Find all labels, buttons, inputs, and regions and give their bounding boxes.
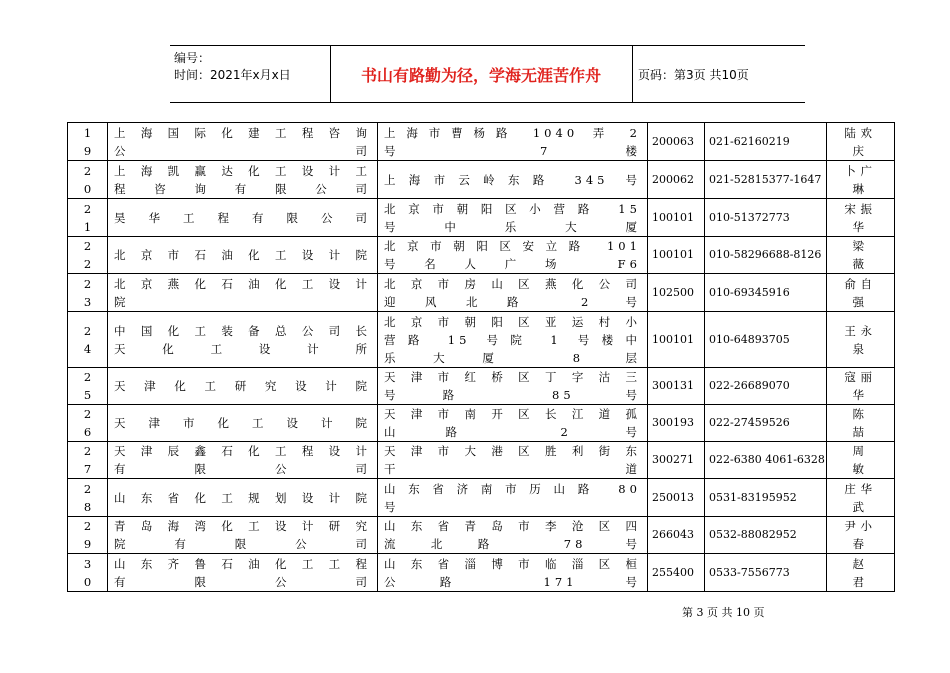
phone-number: 010-51372773 bbox=[705, 199, 827, 237]
row-index bbox=[68, 517, 108, 554]
row-index-line: 4 bbox=[83, 341, 92, 356]
contact-person-line: 俞自 bbox=[844, 276, 877, 291]
company-name-line: 天津辰鑫石化工程设计 bbox=[114, 444, 371, 458]
phone-number: 010-58296688-8126 bbox=[705, 237, 827, 274]
contact-person-line: 春 bbox=[852, 537, 869, 551]
company-address-line: 山东省淄博市临淄区桓 bbox=[384, 556, 641, 571]
page-header bbox=[170, 45, 805, 103]
company-name bbox=[108, 274, 378, 312]
contact-person bbox=[827, 479, 895, 517]
company-address bbox=[378, 123, 648, 161]
contact-person-line: 宋振 bbox=[844, 201, 877, 216]
postal-code: 100101 bbox=[648, 237, 705, 274]
header-divider-right bbox=[632, 46, 633, 102]
row-index-line: 2 bbox=[83, 163, 92, 178]
postal-code: 300131 bbox=[648, 368, 705, 405]
company-name-line: 公司 bbox=[114, 143, 371, 158]
company-name bbox=[108, 442, 378, 479]
phone-number: 021-62160219 bbox=[705, 123, 827, 161]
phone-number: 0532-88082952 bbox=[705, 517, 827, 554]
company-name-line: 天津市化工设计院 bbox=[114, 416, 371, 430]
row-index bbox=[68, 274, 108, 312]
contact-person bbox=[827, 161, 895, 199]
contact-person-line: 敏 bbox=[852, 462, 869, 476]
document-number-label: 编号： bbox=[174, 51, 211, 65]
row-index-line: 2 bbox=[83, 519, 92, 533]
phone-number: 022-27459526 bbox=[705, 405, 827, 442]
phone-number: 022-6380 4061-6328 bbox=[705, 442, 827, 479]
contact-person bbox=[827, 312, 895, 368]
row-index-line: 0 bbox=[83, 574, 92, 589]
company-address bbox=[378, 442, 648, 479]
row-index-line: 2 bbox=[83, 444, 92, 458]
company-name bbox=[108, 368, 378, 405]
row-index-line: 0 bbox=[83, 181, 92, 196]
company-address-line: 北京市房山区燕化公司 bbox=[384, 276, 641, 291]
header-slogan: 书山有路勤为径，学海无涯苦作舟 bbox=[360, 65, 601, 85]
company-address bbox=[378, 368, 648, 405]
company-name-line: 山东省化工规划设计院 bbox=[114, 490, 371, 505]
company-name-line: 程咨询有限公司 bbox=[114, 181, 371, 196]
postal-code: 300193 bbox=[648, 405, 705, 442]
company-address-line: 山东省青岛市李沧区四 bbox=[384, 519, 641, 533]
contact-person-line: 武 bbox=[852, 499, 869, 514]
row-index-line: 2 bbox=[83, 370, 92, 384]
company-name-line: 上海凯赢达化工设计工 bbox=[114, 163, 371, 178]
contact-person-line: 周 bbox=[852, 444, 869, 458]
table-row bbox=[68, 405, 895, 442]
row-index bbox=[68, 161, 108, 199]
contact-person-line: 华 bbox=[852, 388, 869, 402]
contact-person bbox=[827, 554, 895, 592]
row-index-line: 3 bbox=[83, 294, 92, 309]
contact-person-line: 喆 bbox=[852, 425, 869, 439]
row-index bbox=[68, 123, 108, 161]
company-address bbox=[378, 479, 648, 517]
company-address-line: 号名人广场 F6 bbox=[384, 257, 641, 271]
row-index-line: 2 bbox=[83, 257, 92, 271]
company-name bbox=[108, 161, 378, 199]
company-address-line: 北京市朝阳区亚运村小 bbox=[384, 314, 641, 329]
company-address bbox=[378, 237, 648, 274]
row-index bbox=[68, 237, 108, 274]
phone-number: 010-69345916 bbox=[705, 274, 827, 312]
company-address-line: 号 bbox=[384, 499, 400, 514]
postal-code: 250013 bbox=[648, 479, 705, 517]
contact-person-line: 寇丽 bbox=[844, 370, 877, 384]
contact-person-line: 君 bbox=[852, 574, 869, 589]
row-index-line: 2 bbox=[83, 201, 92, 216]
contact-person-line: 泉 bbox=[852, 341, 869, 356]
company-name-line: 天津化工研究设计院 bbox=[114, 379, 371, 393]
company-address bbox=[378, 517, 648, 554]
company-address-line: 天津市大港区胜利街东 bbox=[384, 444, 641, 458]
contact-person-line: 华 bbox=[852, 219, 869, 234]
postal-code: 100101 bbox=[648, 312, 705, 368]
company-name-line: 院 bbox=[114, 294, 130, 309]
table-row bbox=[68, 123, 895, 161]
company-name-line: 中国化工装备总公司长 bbox=[114, 323, 371, 338]
company-name bbox=[108, 517, 378, 554]
contact-person bbox=[827, 517, 895, 554]
contact-person-line: 庄华 bbox=[844, 481, 877, 496]
row-index bbox=[68, 405, 108, 442]
contact-person-line: 赵 bbox=[852, 556, 869, 571]
company-address-line: 北京市朝阳区小营路 15 bbox=[384, 201, 641, 216]
company-address bbox=[378, 274, 648, 312]
row-index bbox=[68, 368, 108, 405]
phone-number: 022-26689070 bbox=[705, 368, 827, 405]
company-address-line: 山东省济南市历山路 80 bbox=[384, 481, 641, 496]
company-address bbox=[378, 161, 648, 199]
company-address-line: 公路 171 号 bbox=[384, 574, 641, 589]
row-index-line: 1 bbox=[83, 219, 92, 234]
company-address bbox=[378, 312, 648, 368]
row-index-line: 2 bbox=[83, 323, 92, 338]
row-index-line: 2 bbox=[83, 239, 92, 253]
company-name bbox=[108, 123, 378, 161]
table-row bbox=[68, 554, 895, 592]
postal-code: 102500 bbox=[648, 274, 705, 312]
header-page-label: 页码：第3页 共10页 bbox=[638, 68, 749, 82]
company-address-line: 迎风北路 2 号 bbox=[384, 294, 641, 309]
row-index-line: 3 bbox=[83, 556, 92, 571]
contact-person bbox=[827, 368, 895, 405]
company-address-line: 山路 2 号 bbox=[384, 425, 641, 439]
company-name-line: 上海国际化建工程咨询 bbox=[114, 125, 371, 140]
company-name bbox=[108, 312, 378, 368]
contact-person-line: 尹小 bbox=[844, 519, 877, 533]
row-index-line: 8 bbox=[83, 499, 92, 514]
company-address-line: 号中乐大厦 bbox=[384, 219, 641, 234]
phone-number: 0533-7556773 bbox=[705, 554, 827, 592]
row-index-line: 5 bbox=[83, 388, 92, 402]
row-index bbox=[68, 479, 108, 517]
table-row bbox=[68, 312, 895, 368]
phone-number: 010-64893705 bbox=[705, 312, 827, 368]
company-address bbox=[378, 554, 648, 592]
row-index bbox=[68, 442, 108, 479]
postal-code: 100101 bbox=[648, 199, 705, 237]
phone-number: 021-52815377-1647 bbox=[705, 161, 827, 199]
postal-code: 200063 bbox=[648, 123, 705, 161]
company-address-line: 北京市朝阳区安立路 101 bbox=[384, 239, 641, 253]
contact-person bbox=[827, 199, 895, 237]
document-time-label: 时间：2021年x月x日 bbox=[174, 68, 291, 82]
contact-person-line: 陆欢 bbox=[844, 125, 877, 140]
company-address-line: 上海市曹杨路 1040 弄 2 bbox=[384, 125, 641, 140]
contact-person bbox=[827, 274, 895, 312]
contact-person-line: 强 bbox=[852, 294, 869, 309]
company-name-line: 有限公司 bbox=[114, 574, 371, 589]
contact-person-line: 庆 bbox=[852, 143, 869, 158]
table-body bbox=[68, 123, 895, 592]
table-row bbox=[68, 517, 895, 554]
page-footer: 第 3 页 共 10 页 bbox=[682, 606, 765, 619]
company-address-line: 干道 bbox=[384, 462, 641, 476]
table-row bbox=[68, 368, 895, 405]
table-row bbox=[68, 479, 895, 517]
company-address bbox=[378, 199, 648, 237]
company-name-line: 有限公司 bbox=[114, 462, 371, 476]
table-row bbox=[68, 274, 895, 312]
company-directory-table bbox=[67, 122, 895, 592]
company-name bbox=[108, 199, 378, 237]
contact-person-line: 薇 bbox=[852, 257, 869, 271]
row-index bbox=[68, 312, 108, 368]
company-address-line: 营路 15 号院 1 号楼中 bbox=[384, 332, 641, 347]
contact-person-line: 卜广 bbox=[844, 163, 877, 178]
row-index-line: 7 bbox=[83, 462, 92, 476]
row-index bbox=[68, 199, 108, 237]
table-row bbox=[68, 237, 895, 274]
row-index-line: 2 bbox=[83, 481, 92, 496]
company-name-line: 青岛海湾化工设计研究 bbox=[114, 519, 371, 533]
table-row bbox=[68, 161, 895, 199]
contact-person-line: 琳 bbox=[852, 181, 869, 196]
header-meta bbox=[174, 50, 291, 84]
table-row bbox=[68, 199, 895, 237]
row-index-line: 9 bbox=[83, 537, 92, 551]
contact-person-line: 王永 bbox=[844, 323, 877, 338]
row-index-line: 9 bbox=[83, 143, 92, 158]
postal-code: 266043 bbox=[648, 517, 705, 554]
company-name-line: 北京市石油化工设计院 bbox=[114, 248, 371, 262]
company-address bbox=[378, 405, 648, 442]
company-name-line: 昊华工程有限公司 bbox=[114, 210, 371, 225]
contact-person bbox=[827, 442, 895, 479]
company-name-line: 天化工设计所 bbox=[114, 341, 371, 356]
row-index-line: 2 bbox=[83, 276, 92, 291]
company-address-line: 号 7 楼 bbox=[384, 143, 641, 158]
phone-number: 0531-83195952 bbox=[705, 479, 827, 517]
company-address-line: 天津市南开区长江道孤 bbox=[384, 407, 641, 421]
table-row bbox=[68, 442, 895, 479]
company-name-line: 山东齐鲁石油化工工程 bbox=[114, 556, 371, 571]
company-address-line: 上海市云岭东路 345 号 bbox=[384, 172, 641, 187]
company-name-line: 北京燕化石油化工设计 bbox=[114, 276, 371, 291]
row-index-line: 2 bbox=[83, 407, 92, 421]
contact-person-line: 陈 bbox=[852, 407, 869, 421]
company-address-line: 流北路 78 号 bbox=[384, 537, 641, 551]
company-name bbox=[108, 479, 378, 517]
company-name bbox=[108, 554, 378, 592]
postal-code: 255400 bbox=[648, 554, 705, 592]
company-address-line: 乐大厦 8 层 bbox=[384, 350, 641, 365]
contact-person bbox=[827, 237, 895, 274]
contact-person bbox=[827, 123, 895, 161]
row-index bbox=[68, 554, 108, 592]
company-name-line: 院有限公司 bbox=[114, 537, 371, 551]
postal-code: 200062 bbox=[648, 161, 705, 199]
company-address-line: 天津市红桥区丁字沽三 bbox=[384, 370, 641, 384]
company-address-line: 号路 85 号 bbox=[384, 388, 641, 402]
row-index-line: 1 bbox=[83, 125, 92, 140]
company-name bbox=[108, 237, 378, 274]
row-index-line: 6 bbox=[83, 425, 92, 439]
company-name bbox=[108, 405, 378, 442]
contact-person bbox=[827, 405, 895, 442]
postal-code: 300271 bbox=[648, 442, 705, 479]
contact-person-line: 梁 bbox=[852, 239, 869, 253]
